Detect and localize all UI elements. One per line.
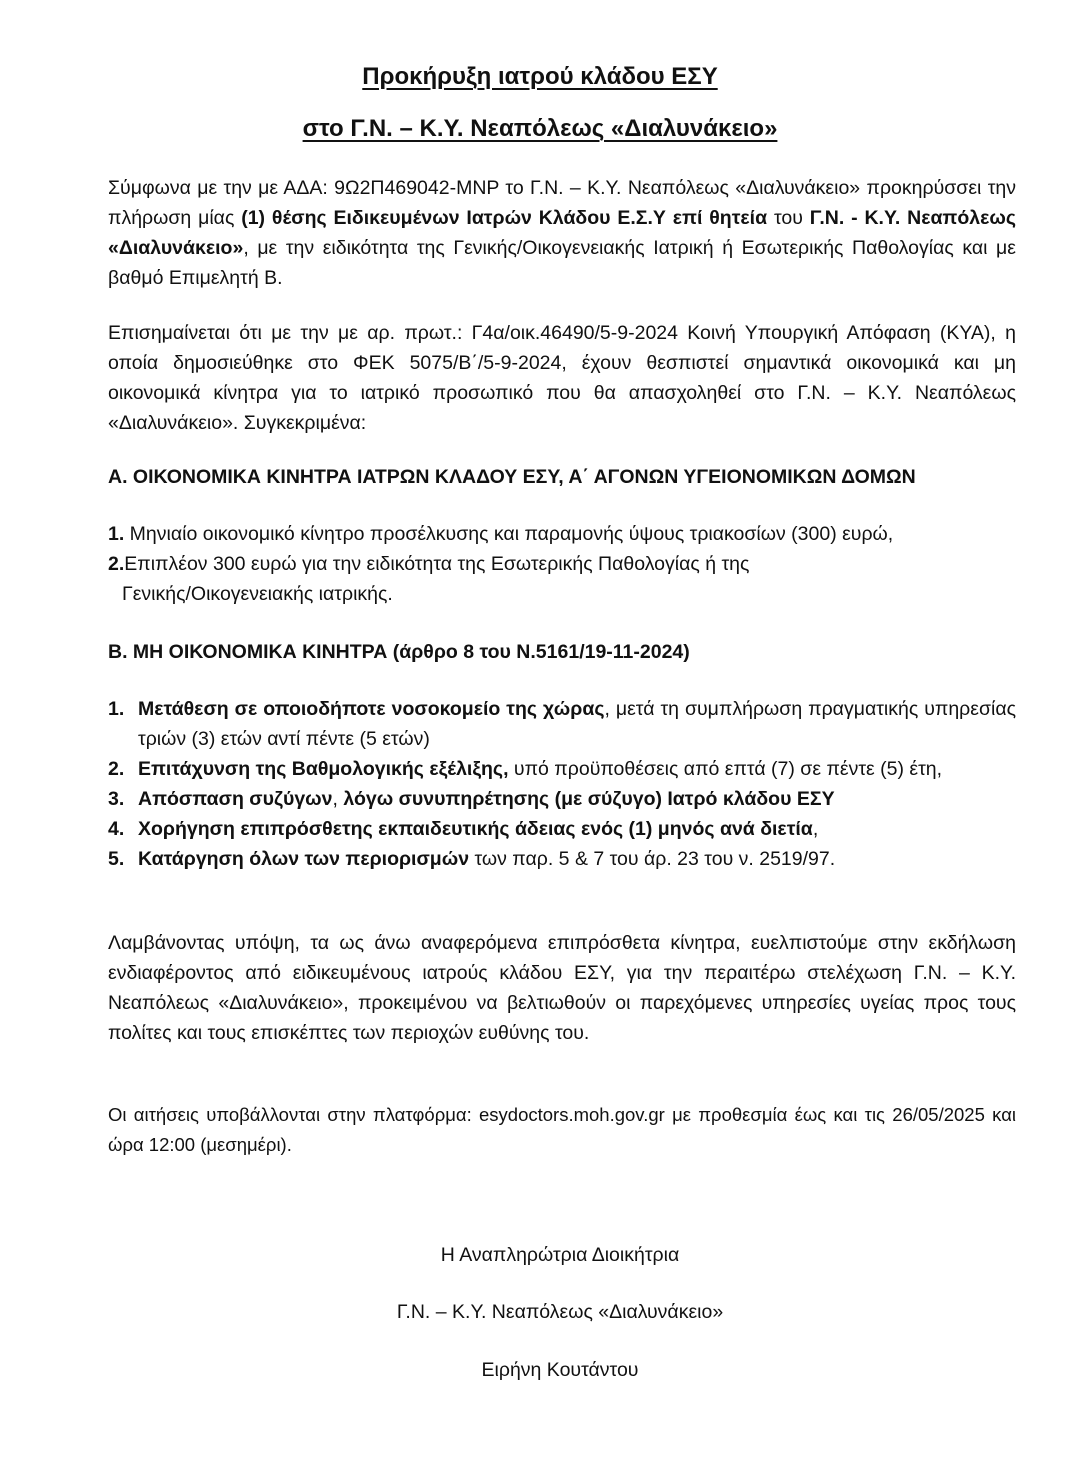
document-title: Προκήρυξη ιατρού κλάδου ΕΣΥ [362, 63, 718, 90]
item-text: , [812, 818, 819, 840]
item-bold-text: Μετάθεση σε οποιοδήποτε νοσοκομείο της χώρας [138, 698, 605, 720]
item-bold-text: Κατάργηση όλων των περιορισμών [138, 848, 470, 870]
item-text-continued: Γενικής/Οικογενειακής ιατρικής. [122, 583, 393, 605]
list-item [108, 784, 1016, 814]
intro-text-3: , με την ειδικότητα της Γενικής/Οικογενειακής Ιατρική ή Εσωτερικής Παθολογίας και με βαθμό Επιμελητή Β. [108, 237, 1016, 289]
intro-bold-position: (1) θέσης Ειδικευμένων Ιατρών Κλάδου Ε.Σ.Υ επί θητεία [241, 207, 768, 229]
section-a-list [108, 519, 1016, 609]
section-b-list [108, 694, 1016, 874]
item-number: 1. [108, 523, 125, 545]
section-a-heading: Α. ΟΙΚΟΝΟΜΙΚΑ ΚΙΝΗΤΡΑ ΙΑΤΡΩΝ ΚΛΑΔΟΥ ΕΣΥ, Α΄ ΑΓΟΝΩΝ ΥΓΕΙΟΝΟΜΙΚΩΝ ΔΟΜΩΝ [108, 466, 916, 488]
item-number: 1. [108, 698, 125, 720]
item-text: υπό προϋποθέσεις από επτά (7) σε πέντε (5) έτη, [508, 758, 943, 780]
notice-paragraph: Επισημαίνεται ότι με την με αρ. πρωτ.: Γ4α/οικ.46490/5-9-2024 Κοινή Υπουργική Απόφαση (ΚΥΑ), η οποία δημοσιεύθηκε στο ΦΕΚ 5075/Β΄/5-9-2024, έχουν θεσπιστεί σημαντικά οικονομικά και μη οικονομικά κίνητρα για το ιατρικό προσωπικό που θα απασχοληθεί στο Γ.Ν. – Κ.Υ. Νεαπόλεως «Διαλυνάκειο». Συγκεκριμένα: [108, 322, 1016, 434]
intro-text-2: του [767, 207, 810, 229]
item-text: , μετά τη συμπλήρωση πραγματικής υπηρεσίας τριών (3) ετών αντί πέντε (5 ετών) [138, 698, 1016, 750]
item-text: Επιπλέον 300 ευρώ για την ειδικότητα της Εσωτερικής Παθολογίας ή της [124, 553, 750, 575]
signature-organization: Γ.Ν. – Κ.Υ. Νεαπόλεως «Διαλυνάκειο» [396, 1301, 724, 1323]
signature-role: Η Αναπληρώτρια Διοικήτρια [440, 1244, 680, 1266]
intro-text-1: Σύμφωνα με την με ΑΔΑ: 9Ω2Π469042-ΜΝΡ το Γ.Ν. – Κ.Υ. Νεαπόλεως «Διαλυνάκειο» προκηρύσσει την πλήρωση μίας [108, 177, 1016, 229]
section-b-heading: Β. ΜΗ ΟΙΚΟΝΟΜΙΚΑ ΚΙΝΗΤΡΑ (άρθρο 8 του Ν.5161/19-11-2024) [108, 641, 690, 663]
intro-paragraph [108, 173, 1016, 293]
item-text: των παρ. 5 & 7 του άρ. 23 του ν. 2519/97. [469, 848, 836, 870]
item-number: 5. [108, 848, 125, 870]
applications-paragraph: Οι αιτήσεις υποβάλλονται στην πλατφόρμα: esydoctors.moh.gov.gr με προθεσμία έως και τις 26/05/2025 και ώρα 12:00 (μεσημέρι). [108, 1104, 1016, 1155]
list-item [108, 844, 1016, 874]
intro-bold-hospital: Γ.Ν. - Κ.Υ. Νεαπόλεως «Διαλυνάκειο» [108, 207, 1016, 259]
item-bold-text: Απόσπαση συζύγων [138, 788, 333, 810]
item-bold-text: Χορήγηση επιπρόσθετης εκπαιδευτικής άδειας ενός (1) μηνός ανά διετία [138, 818, 813, 840]
item-number: 3. [108, 788, 125, 810]
item-number: 2. [108, 758, 125, 780]
document-subtitle: στο Γ.Ν. – Κ.Υ. Νεαπόλεως «Διαλυνάκειο» [302, 115, 778, 142]
item-number: 4. [108, 818, 125, 840]
list-item [108, 519, 1016, 549]
list-item [108, 694, 1016, 754]
list-item [108, 814, 1016, 844]
item-bold-text: Επιτάχυνση της Βαθμολογικής εξέλιξης, [138, 758, 509, 780]
signature-name: Ειρήνη Κουτάντου [481, 1359, 639, 1381]
item-text: , [332, 788, 344, 810]
item-text: Μηνιαίο οικονομικό κίνητρο προσέλκυσης και παραμονής ύψους τριακοσίων (300) ευρώ, [124, 523, 894, 545]
closing-paragraph: Λαμβάνοντας υπόψη, τα ως άνω αναφερόμενα επιπρόσθετα κίνητρα, ευελπιστούμε στην εκδήλωση ενδιαφέροντος από ειδικευμένους ιατρούς κλάδου ΕΣΥ, για την περαιτέρω στελέχωση Γ.Ν. – Κ.Υ. Νεαπόλεως «Διαλυνάκειο», προκειμένου να βελτιωθούν οι παρεχόμενες υπηρεσίες υγείας προς τους πολίτες και τους επισκέπτες των περιοχών ευθύνης του. [108, 932, 1016, 1044]
item-number: 2. [108, 553, 125, 575]
list-item [108, 549, 1016, 609]
item-bold-text-2: λόγω συνυπηρέτησης (με σύζυγο) Ιατρό κλάδου ΕΣΥ [343, 788, 835, 810]
list-item [108, 754, 1016, 784]
